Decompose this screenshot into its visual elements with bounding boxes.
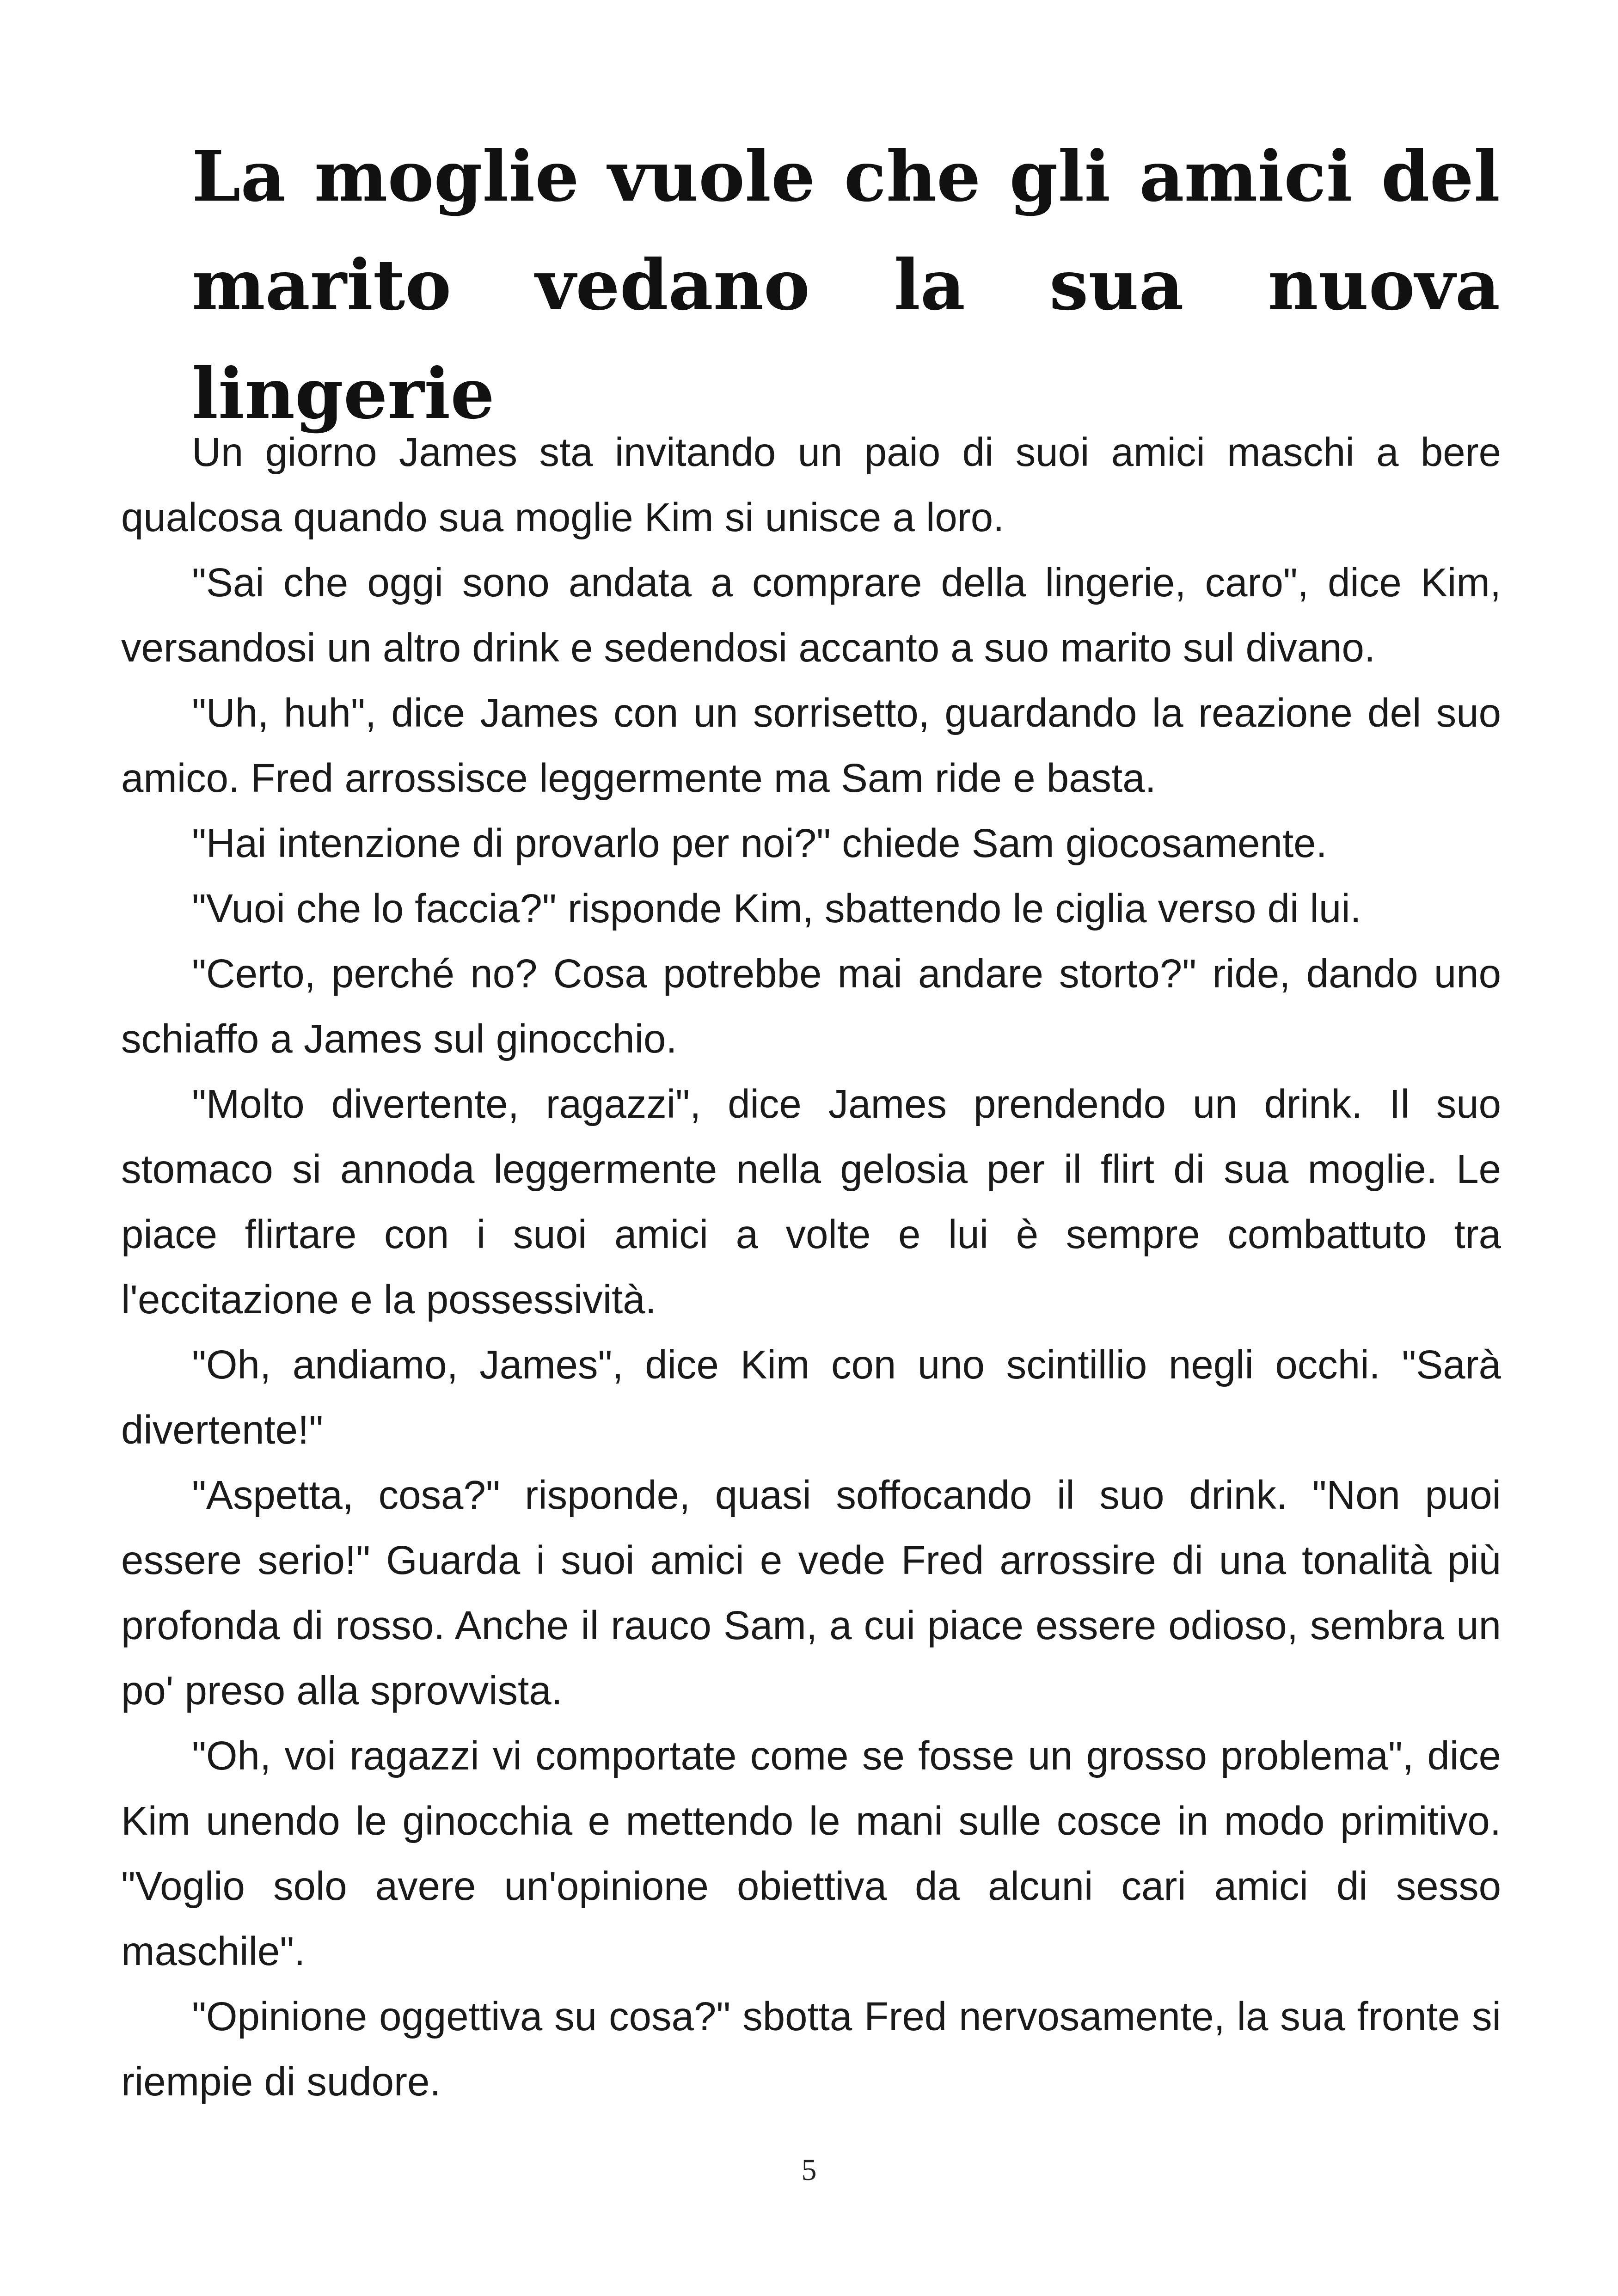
paragraph: "Hai intenzione di provarlo per noi?" chiede Sam giocosamente.	[192, 821, 1327, 866]
paragraph: "Certo, perché no? Cosa potrebbe mai andare storto?" ride, dando uno schiaffo a James sul ginocchio.	[121, 951, 1501, 1061]
paragraph: "Sai che oggi sono andata a comprare della lingerie, caro", dice Kim, versandosi un altro drink e sedendosi accanto a suo marito sul divano.	[121, 560, 1501, 670]
paragraph: Un giorno James sta invitando un paio di suoi amici maschi a bere qualcosa quando sua moglie Kim si unisce a loro.	[121, 430, 1501, 540]
paragraph: "Molto divertente, ragazzi", dice James prendendo un drink. Il suo stomaco si annoda leggermente nella gelosia per il flirt di sua moglie. Le piace flirtare con i suoi amici a volte e lui è sempre combattuto tra l'eccitazione e la possessività.	[121, 1082, 1501, 1322]
paragraph: "Uh, huh", dice James con un sorrisetto, guardando la reazione del suo amico. Fred arrossisce leggermente ma Sam ride e basta.	[121, 691, 1501, 801]
paragraph: "Oh, andiamo, James", dice Kim con uno scintillio negli occhi. "Sarà divertente!"	[121, 1342, 1501, 1452]
paragraph: "Aspetta, cosa?" risponde, quasi soffocando il suo drink. "Non puoi essere serio!" Guarda i suoi amici e vede Fred arrossire di una tonalità più profonda di rosso. Anche il rauco Sam, a cui piace essere odioso, sembra un po' preso alla sprovvista.	[121, 1473, 1501, 1713]
body-text	[121, 420, 1501, 2114]
chapter-title: La moglie vuole che gli amici del marito vedano la sua nuova lingerie	[192, 136, 1500, 435]
paragraph: "Opinione oggettiva su cosa?" sbotta Fred nervosamente, la sua fronte si riempie di sudore.	[121, 1994, 1501, 2104]
page-number: 5	[801, 2153, 817, 2187]
paragraph: "Oh, voi ragazzi vi comportate come se fosse un grosso problema", dice Kim unendo le ginocchia e mettendo le mani sulle cosce in modo primitivo. "Voglio solo avere un'opinione obiettiva da alcuni cari amici di sesso maschile".	[121, 1733, 1501, 1974]
paragraph: "Vuoi che lo faccia?" risponde Kim, sbattendo le ciglia verso di lui.	[192, 886, 1361, 931]
